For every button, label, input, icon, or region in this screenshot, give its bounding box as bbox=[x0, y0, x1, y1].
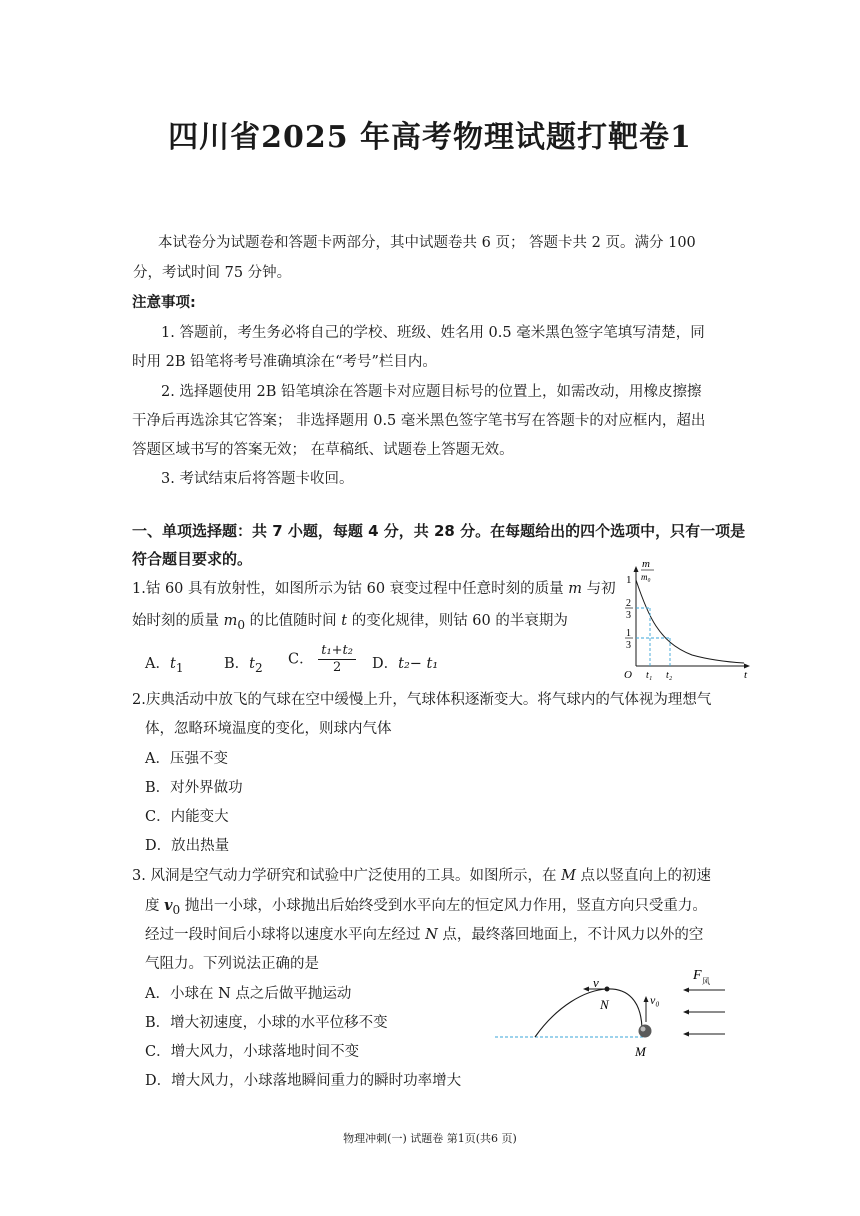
tick-two-thirds-num: 2 bbox=[626, 598, 631, 609]
label-f: F bbox=[693, 968, 702, 983]
q3-stem-line-1: 3. 风洞是空气动力学研究和试验中广泛使用的工具。如图所示，在 M 点以竖直向上的初速 bbox=[132, 868, 712, 884]
notice-item-2-line-1: 2. 选择题使用 2B 铅笔填涂在答题卡对应题目标号的位置上，如需改动，用橡皮擦擦 bbox=[161, 384, 702, 400]
notice-item-1-line-1: 1. 答题前，考生务必将自己的学校、班级、姓名用 0.5 毫米黑色签字笔填写清楚，同 bbox=[161, 325, 705, 341]
label-m: M bbox=[635, 1044, 646, 1059]
q3-option-a: A．小球在 N 点之后做平抛运动 bbox=[145, 986, 352, 1002]
notice-item-2-line-2: 干净后再选涂其它答案； 非选择题用 0.5 毫米黑色签字笔书写在答题卡的对应框内，超出 bbox=[132, 413, 706, 429]
label-v0: v₀ bbox=[650, 993, 660, 1007]
q3-stem-line-4: 气阻力。下列说法正确的是 bbox=[145, 956, 319, 972]
x-axis-arrow bbox=[744, 664, 750, 669]
intro-line-1: 本试卷分为试题卷和答题卡两部分，其中试题卷共 6 页； 答题卡共 2 页。满分 100 bbox=[158, 235, 696, 251]
q1-decay-graph bbox=[618, 556, 758, 684]
tick-one-third-num: 1 bbox=[626, 628, 631, 639]
q3-stem-line-3: 经过一段时间后小球将以速度水平向左经过 N 点，最终落回地面上，不计风力以外的空 bbox=[145, 927, 704, 943]
ball-highlight bbox=[641, 1027, 646, 1032]
y-label-num: m bbox=[642, 558, 650, 570]
decay-curve bbox=[636, 580, 744, 663]
page-footer: 物理冲刺(一) 试题卷 第1页(共6 页) bbox=[343, 1132, 517, 1145]
q2-option-c: C．内能变大 bbox=[145, 809, 229, 825]
q3-option-b: B．增大初速度，小球的水平位移不变 bbox=[145, 1015, 388, 1031]
notice-item-1-line-2: 时用 2B 铅笔将考号准确填涂在“考号”栏目内。 bbox=[132, 354, 437, 370]
q3-stem-line-2: 度 $v_0$ 抛出一小球，小球抛出后始终受到水平向左的恒定风力作用，竖直方向只受重力。 bbox=[145, 897, 707, 917]
trajectory bbox=[535, 989, 642, 1037]
page-title: 四川省2025 年高考物理试题打靶卷1 bbox=[168, 120, 692, 155]
q2-stem-line-1: 2.庆典活动中放飞的气球在空中缓慢上升，气球体积逐渐变大。将气球内的气体视为理想气 bbox=[132, 692, 712, 708]
section-1-heading: 一、单项选择题：共 7 小题，每题 4 分，共 28 分。在每题给出的四个选项中，只有一项是 bbox=[132, 522, 746, 540]
section-1-heading-cont: 符合题目要求的。 bbox=[132, 550, 253, 568]
notice-item-2-line-3: 答题区域书写的答案无效； 在草稿纸、试题卷上答题无效。 bbox=[132, 442, 514, 458]
intro-line-2: 分，考试时间 75 分钟。 bbox=[133, 265, 292, 281]
tick-two-thirds-den: 3 bbox=[626, 610, 631, 621]
q3-option-d: D．增大风力，小球落地瞬间重力的瞬时功率增大 bbox=[145, 1073, 462, 1089]
q1-stem-line-2: 始时刻的质量 $m_0$ 的比值随时间 t 的变化规律，则钴 60 的半衰期为 bbox=[132, 613, 568, 632]
y-axis-arrow bbox=[634, 566, 639, 572]
wind-arrow-2-head bbox=[683, 1010, 689, 1015]
q1-option-c: C． $\frac{\text{t₁+t₂}}{2}$ bbox=[288, 643, 356, 676]
q1-option-b: B．$t_2$ bbox=[224, 656, 263, 675]
q1-option-d: D．t₂− t₁ bbox=[372, 656, 439, 672]
tick-one-third-den: 3 bbox=[626, 640, 631, 651]
q1-stem-line-1: 1.钴 60 具有放射性，如图所示为钴 60 衰变过程中任意时刻的质量 m 与初 bbox=[132, 581, 616, 597]
notice-item-3: 3. 考试结束后将答题卡收回。 bbox=[161, 471, 354, 487]
q1-option-c-fraction: $\frac{\text{t₁+t₂}}{2}$ bbox=[318, 643, 356, 676]
label-v: v bbox=[593, 975, 599, 990]
q2-option-b: B．对外界做功 bbox=[145, 780, 243, 796]
q2-option-d: D．放出热量 bbox=[145, 838, 230, 854]
q1-option-a: A．$t_1$ bbox=[145, 656, 184, 675]
velocity-v0-head bbox=[644, 996, 649, 1002]
y-label-den: m₀ bbox=[641, 572, 651, 582]
wind-arrow-3-head bbox=[683, 1032, 689, 1037]
t2-label: t₂ bbox=[666, 670, 673, 681]
notice-heading: 注意事项: bbox=[132, 295, 196, 311]
velocity-v-head bbox=[583, 987, 589, 992]
q3-option-c: C．增大风力，小球落地时间不变 bbox=[145, 1044, 360, 1060]
origin-label: O bbox=[624, 669, 632, 681]
q2-option-a: A．压强不变 bbox=[145, 751, 228, 767]
t1-label: t₁ bbox=[646, 670, 653, 681]
ball bbox=[639, 1025, 652, 1038]
q3-wind-tunnel-figure bbox=[495, 962, 735, 1062]
label-f-sub: 风 bbox=[702, 977, 710, 986]
label-n: N bbox=[600, 997, 609, 1012]
x-axis-label: t bbox=[744, 669, 748, 681]
tick-one: 1 bbox=[626, 574, 632, 586]
wind-arrow-1-head bbox=[683, 988, 689, 993]
q2-stem-line-2: 体，忽略环境温度的变化，则球内气体 bbox=[145, 721, 392, 737]
